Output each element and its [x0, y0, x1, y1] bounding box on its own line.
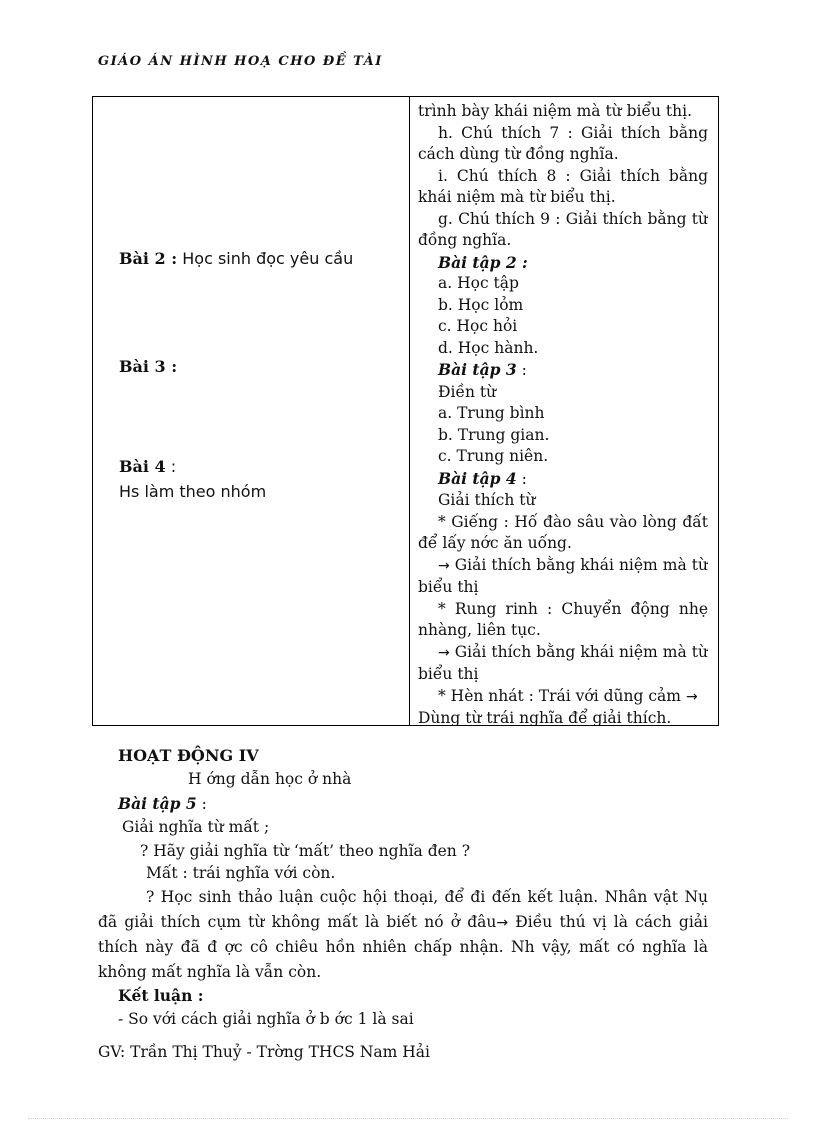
answer-line: nhàng, liên tục.: [418, 621, 541, 639]
bai4-colon: :: [165, 457, 177, 476]
exercise-5-colon: :: [196, 795, 207, 813]
answer-line: [418, 686, 708, 709]
bai3-label: Bài 3 :: [119, 357, 178, 376]
question-2: ? Hãy giải nghĩa từ ‘mất’ theo nghĩa đen ?: [140, 842, 471, 860]
answer-line: a. Học tập: [438, 274, 519, 292]
answer-line: đồng nghĩa.: [418, 231, 512, 249]
answer-line: trình bày khái niệm mà từ biểu thị.: [418, 102, 692, 120]
bai4-row: [119, 457, 176, 476]
arrow-explanation: Giải thích bằng khái niệm mà từ: [454, 555, 708, 574]
exercise-4-colon: :: [516, 469, 527, 488]
answer-line: h. Chú thích 7 : Giải thích bằng: [438, 123, 708, 142]
answer-line: khái niệm mà từ biểu thị.: [418, 188, 616, 206]
para-part-2: Điều thú vị là cách giải thích này đã đ ợc cô chiêu hồn nhiên chấp nhận. Nh vậy, mất có nghĩa là không mất nghĩa là vẫn còn.: [98, 912, 708, 981]
bai2-text: Học sinh đọc yêu cầu: [177, 249, 354, 268]
exercise-2-heading: Bài tập 2 :: [438, 252, 528, 272]
right-arrow-icon: →: [496, 914, 509, 931]
answer-line: * Rung rinh : Chuyển động nhẹ: [438, 599, 708, 618]
answer-line: [418, 642, 708, 665]
answer-1: Mất : trái nghĩa với còn.: [146, 864, 336, 882]
page-footer: GV: Trần Thị Thuỷ - Trờng THCS Nam Hải: [98, 1043, 430, 1061]
bai2-row: [119, 249, 353, 268]
answer-line: cách dùng từ đồng nghĩa.: [418, 145, 619, 163]
answer-line: i. Chú thích 8 : Giải thích bằng: [438, 166, 708, 185]
arrow-explanation: Giải thích bằng khái niệm mà từ: [454, 642, 708, 661]
exercise-3-label: Bài tập 3: [438, 360, 517, 379]
bai4-label: Bài 4: [119, 457, 166, 476]
column-divider: [409, 97, 410, 725]
answer-line: d. Học hành.: [438, 338, 539, 357]
question-1: Giải nghĩa từ mất ;: [122, 818, 270, 836]
activity-heading: HOẠT ĐỘNG IV: [118, 746, 259, 765]
activity-subheading: H ớng dẫn học ở nhà: [188, 770, 352, 788]
bai3-row: [119, 357, 177, 376]
conclusion-label: Kết luận :: [118, 986, 204, 1005]
page-header: GIÁO ÁN HÌNH HOẠ CHO ĐỀ TÀI: [98, 54, 383, 68]
answer-line: b. Học lỏm: [438, 295, 524, 314]
answer-line: * Giếng : Hố đào sâu vào lòng đất: [438, 512, 708, 531]
left-column: [93, 97, 409, 725]
right-column: [418, 101, 708, 725]
bai4-text: Hs làm theo nhóm: [119, 482, 267, 501]
hen-nhat-text: * Hèn nhát : Trái với dũng cảm: [438, 686, 681, 705]
answer-line: b. Trung gian.: [438, 425, 550, 444]
answer-line: Điền từ: [438, 382, 497, 401]
answer-line: c. Học hỏi: [438, 317, 518, 335]
exercise-5-label: Bài tập 5: [118, 794, 197, 813]
answer-line: để lấy nớc ăn uống.: [418, 534, 572, 552]
answer-line: biểu thị: [418, 665, 479, 683]
right-arrow-icon: →: [438, 644, 450, 661]
exercise-table: [92, 96, 719, 726]
answer-line: a. Trung bình: [438, 404, 545, 422]
exercise-4-label: Bài tập 4: [438, 468, 517, 488]
exercise-3-colon: :: [516, 361, 527, 379]
answer-line: biểu thị: [418, 578, 479, 596]
answer-line: c. Trung niên.: [438, 447, 549, 465]
answer-line: Dùng từ trái nghĩa để giải thích.: [418, 709, 672, 725]
right-arrow-icon: →: [685, 688, 698, 705]
exercise-5-heading: [118, 794, 207, 813]
answer-line: [418, 555, 708, 578]
bai2-label: Bài 2 :: [119, 249, 178, 268]
exercise-3-heading: [418, 359, 708, 382]
discussion-paragraph: [98, 885, 708, 984]
page-bottom-rule: [28, 1118, 788, 1119]
answer-line: Giải thích từ: [438, 491, 536, 509]
conclusion-text: - So với cách giải nghĩa ở b ớc 1 là sai: [118, 1010, 414, 1028]
para-part-1: ? Học sinh thảo luận cuộc hội thoại, để đi đến kết luận. Nhân vật Nụ đã giải thích cụm từ không mất là biết nó ở đâu: [98, 888, 708, 931]
answer-line: g. Chú thích 9 : Giải thích bằng từ: [438, 209, 708, 228]
right-arrow-icon: →: [438, 557, 450, 574]
exercise-4-heading: [418, 468, 708, 491]
